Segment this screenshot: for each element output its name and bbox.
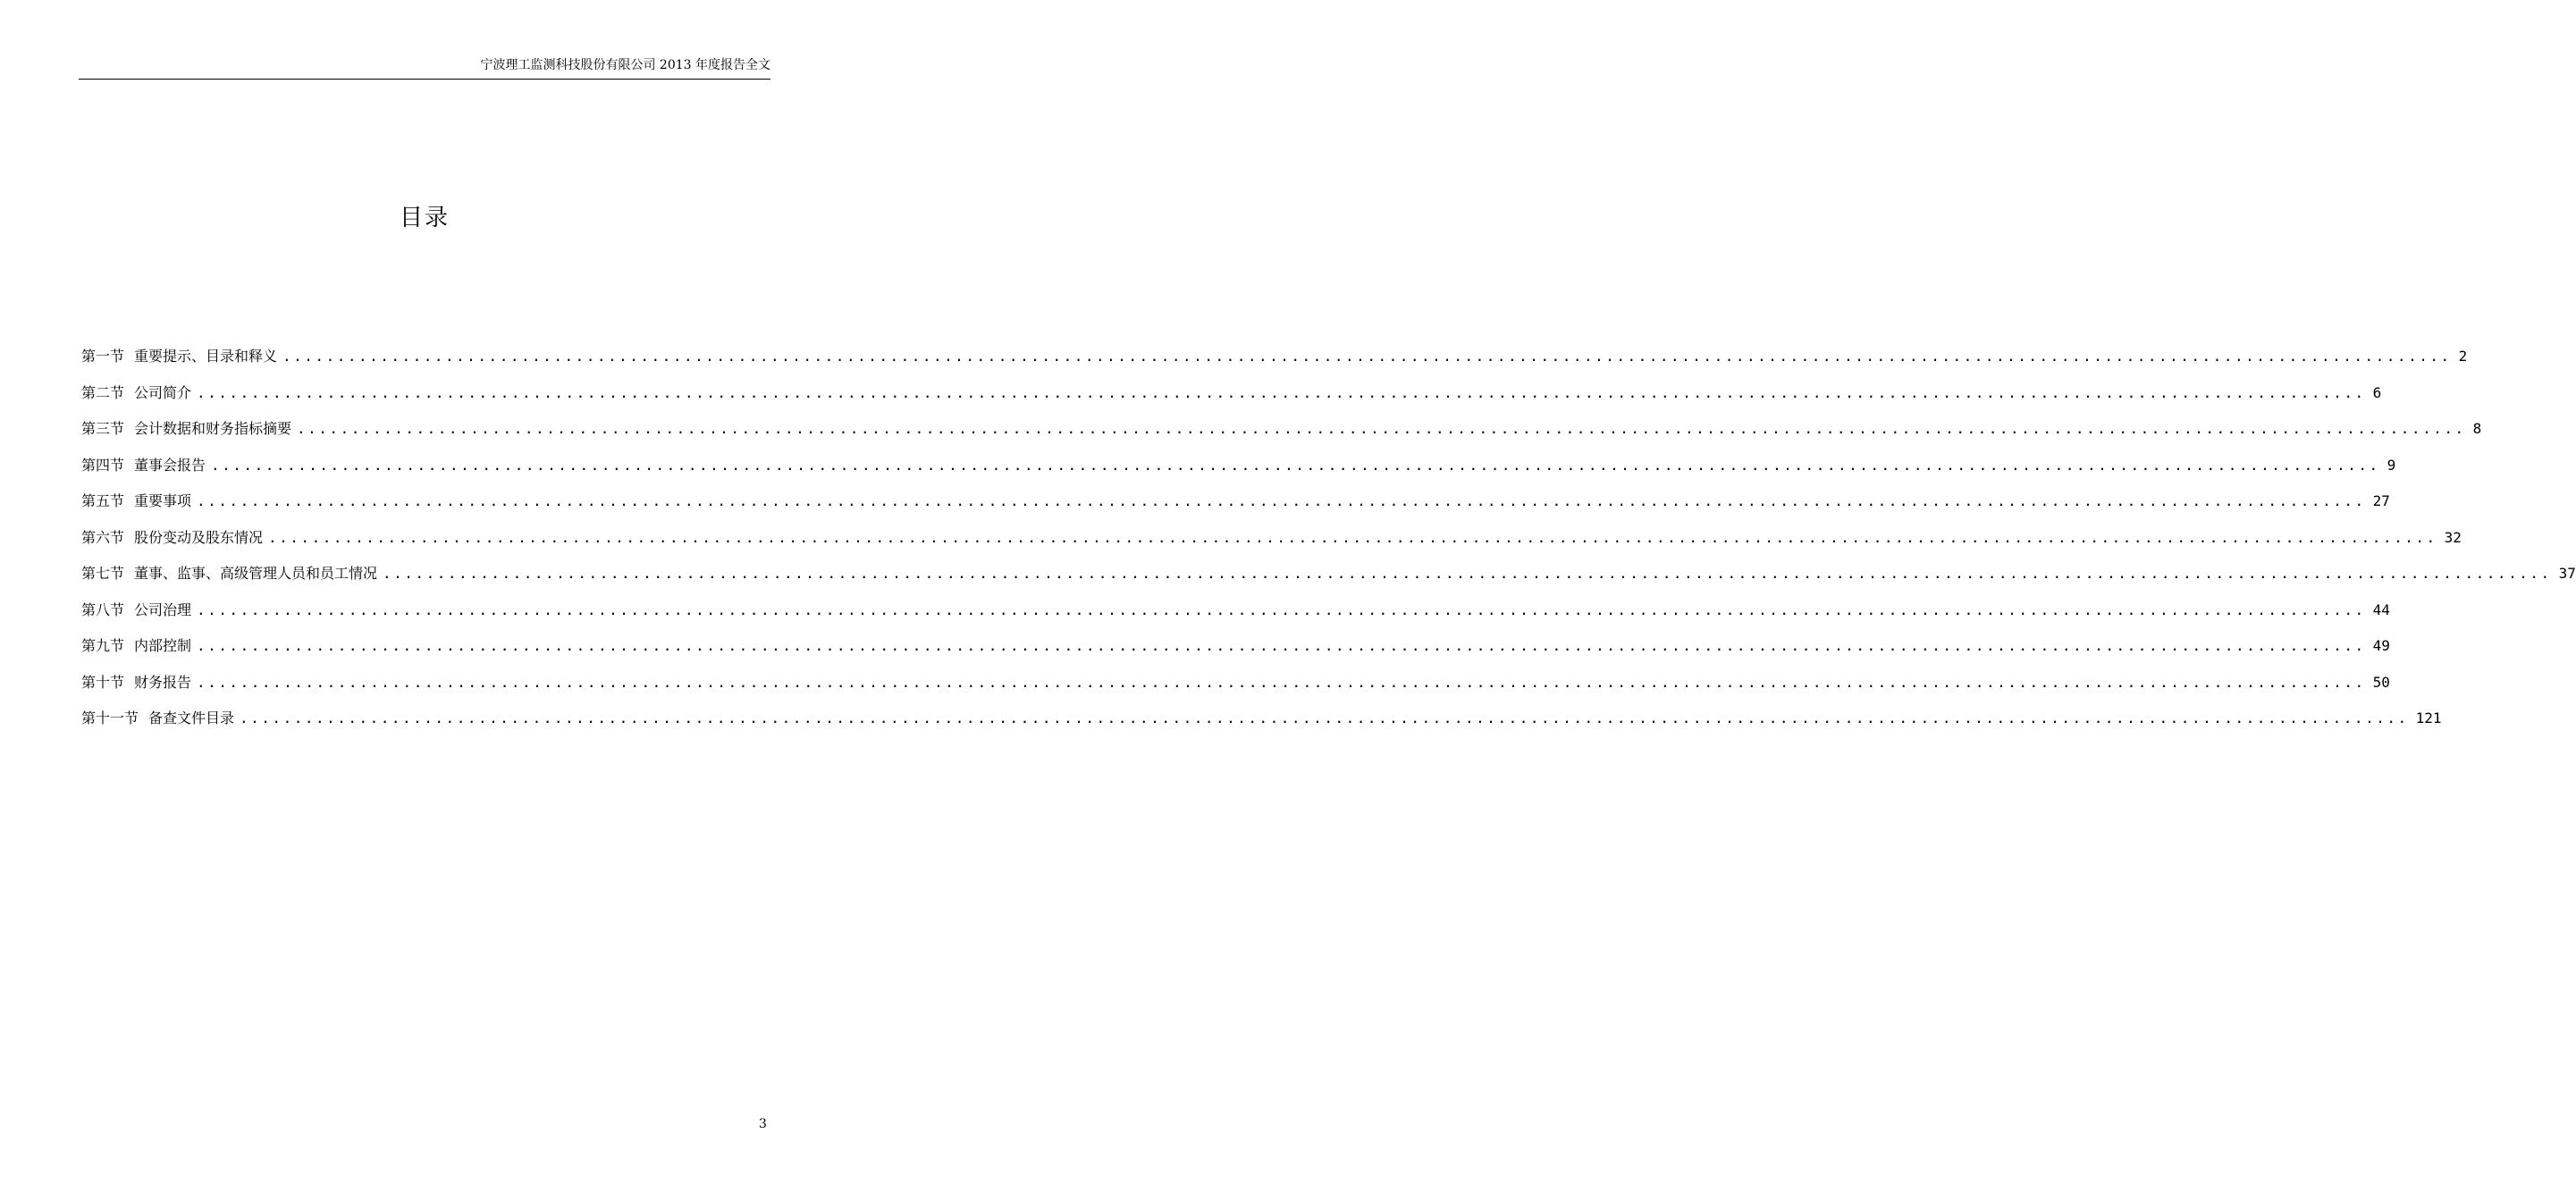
- toc-entry[interactable]: [81, 525, 2462, 562]
- toc-entry[interactable]: [81, 598, 2390, 634]
- toc-page-number: 50: [2372, 673, 2390, 691]
- toc-section-title: 股份变动及股东情况: [134, 528, 264, 546]
- toc-section-number: 第八节: [81, 600, 125, 618]
- toc-dot-leader: ........................................................................................................................................................................................................: [197, 383, 2366, 401]
- toc-section-title: 重要事项: [134, 492, 192, 509]
- toc-entry[interactable]: [81, 416, 2482, 453]
- toc-entry[interactable]: [81, 670, 2390, 707]
- toc-entry[interactable]: [81, 561, 2576, 598]
- page-header: [79, 54, 770, 80]
- toc-section-number: 第九节: [81, 637, 125, 654]
- toc-section-title: 董事会报告: [134, 456, 206, 474]
- toc-section-title: 内部控制: [134, 637, 192, 654]
- toc-section-title: 备查文件目录: [148, 710, 235, 726]
- toc-page-number: 6: [2372, 383, 2382, 401]
- toc-section-title: 董事、监事、高级管理人员和员工情况: [134, 565, 378, 582]
- toc-page-number: 37: [2558, 565, 2576, 582]
- toc-dot-leader: ........................................................................................................................................................................................................: [211, 456, 2380, 474]
- toc-section-number: 第一节: [81, 348, 125, 365]
- toc-page-number: 27: [2372, 492, 2390, 509]
- toc-section-number: 第六节: [81, 528, 125, 546]
- toc-section-title: 公司简介: [134, 383, 192, 401]
- toc-section-number: 第七节: [81, 565, 125, 582]
- toc-section-number: 第十一节: [81, 710, 139, 726]
- toc-page-number: 2: [2458, 348, 2468, 365]
- toc-entry[interactable]: [81, 634, 2390, 670]
- toc-dot-leader: ........................................................................................................................................................................................................: [282, 348, 2452, 365]
- toc-entry[interactable]: [81, 344, 2468, 381]
- toc-page-number: 44: [2372, 600, 2390, 618]
- toc-section-title: 会计数据和财务指标摘要: [134, 420, 292, 437]
- toc-dot-leader: ........................................................................................................................................................................................................: [240, 710, 2409, 726]
- toc-section-number: 第五节: [81, 492, 125, 509]
- toc-dot-leader: ........................................................................................................................................................................................................: [297, 420, 2466, 437]
- toc-page-number: 8: [2472, 420, 2482, 437]
- toc-dot-leader: ........................................................................................................................................................................................................: [197, 600, 2366, 618]
- toc-dot-leader: ........................................................................................................................................................................................................: [268, 528, 2437, 546]
- toc-section-number: 第四节: [81, 456, 125, 474]
- toc-entry[interactable]: [81, 706, 2442, 743]
- table-of-contents: [81, 344, 2576, 743]
- page-number: 3: [759, 1117, 767, 1131]
- toc-dot-leader: ........................................................................................................................................................................................................: [197, 637, 2366, 654]
- toc-section-title: 公司治理: [134, 600, 192, 618]
- toc-entry[interactable]: [81, 489, 2390, 525]
- toc-section-number: 第十节: [81, 673, 125, 691]
- toc-dot-leader: ........................................................................................................................................................................................................: [197, 492, 2366, 509]
- toc-page-number: 49: [2372, 637, 2390, 654]
- toc-section-title: 重要提示、目录和释义: [134, 348, 278, 365]
- toc-dot-leader: ........................................................................................................................................................................................................: [197, 673, 2366, 691]
- toc-page-number: 32: [2444, 528, 2462, 546]
- toc-page-number: 121: [2415, 710, 2442, 726]
- header-report-title: 宁波理工监测科技股份有限公司 2013 年度报告全文: [480, 58, 770, 72]
- toc-entry[interactable]: [81, 381, 2382, 417]
- toc-section-title: 财务报告: [134, 673, 192, 691]
- toc-title: 目录: [399, 205, 450, 231]
- toc-entry[interactable]: [81, 453, 2396, 490]
- toc-page-number: 9: [2387, 456, 2396, 474]
- toc-section-number: 第三节: [81, 420, 125, 437]
- toc-section-number: 第二节: [81, 383, 125, 401]
- toc-dot-leader: ........................................................................................................................................................................................................: [383, 565, 2552, 582]
